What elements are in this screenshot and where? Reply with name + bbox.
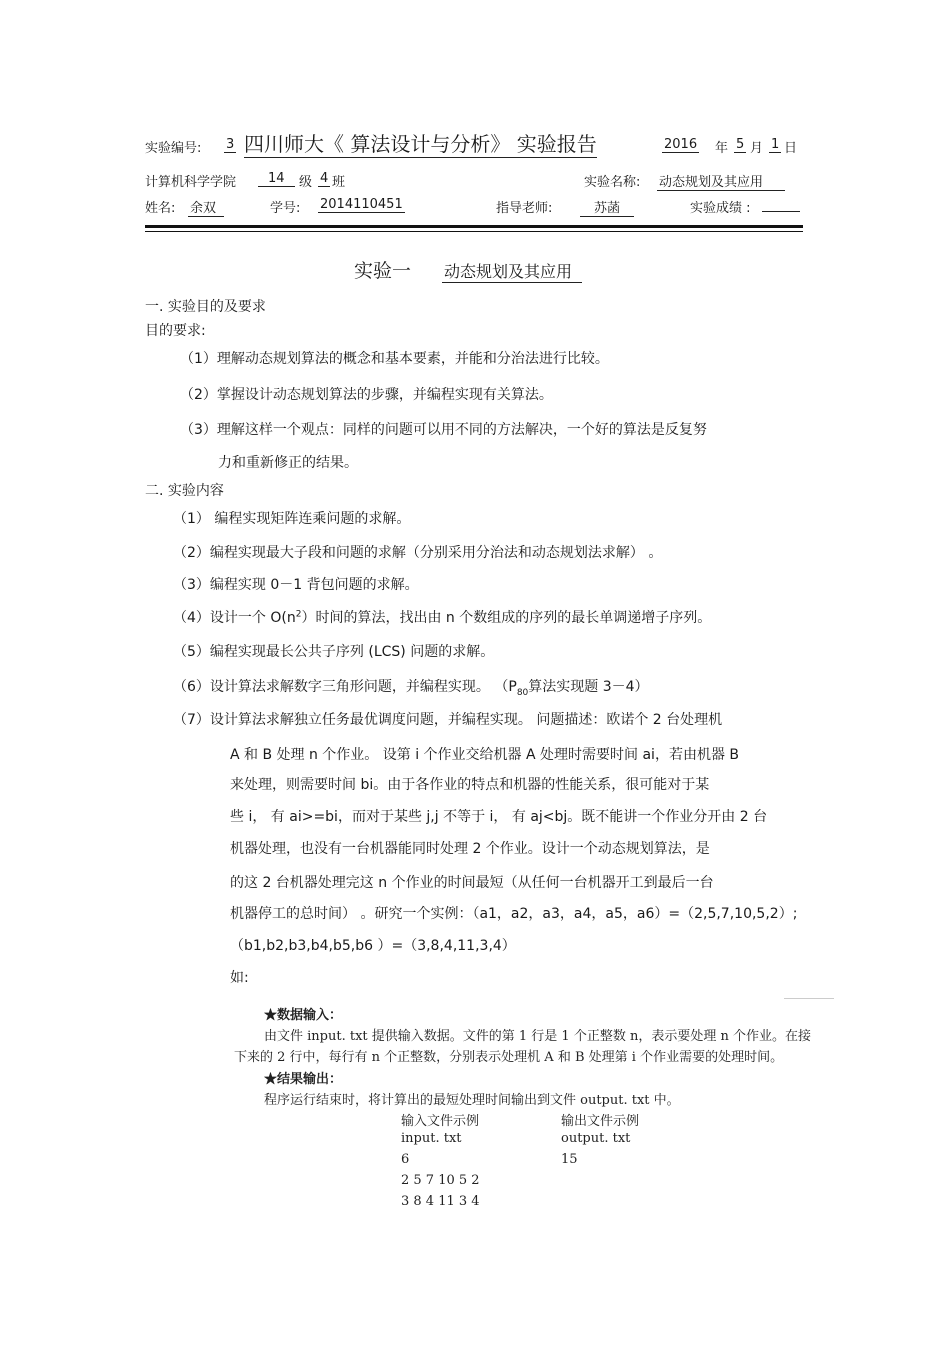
section2-item-1: （1） 编程实现矩阵连乘问题的求解。 bbox=[173, 511, 411, 527]
id-value: 2014110451 bbox=[320, 197, 403, 212]
scan-data-in-line-2: 下来的 2 行中，每行有 n 个正整数，分别表示处理机 A 和 B 处理第 i 个作业需要的处理时间。 bbox=[234, 1050, 784, 1065]
exp-no-label: 实验编号: bbox=[145, 141, 202, 156]
scan-in-line-3: 3 8 4 11 3 4 bbox=[401, 1194, 480, 1209]
scan-data-in-line-1: 由文件 input. txt 提供输入数据。文件的第 1 行是 1 个正整数 n，表示要处理 n 个作业。在接 bbox=[264, 1029, 811, 1044]
superscript-2: 2 bbox=[295, 609, 302, 620]
name-label: 姓名: bbox=[145, 201, 176, 216]
scan-data-in-title: ★数据输入： bbox=[264, 1008, 343, 1023]
report-month-unit: 月 bbox=[750, 141, 764, 156]
main-title-part2: 动态规划及其应用 bbox=[442, 259, 582, 283]
scan-in-example-title: 输入文件示例 bbox=[401, 1114, 480, 1129]
header-rule-thin bbox=[145, 231, 803, 232]
desc-line-6: 机器停工的总时间） 。研究一个实例：（a1，a2，a3，a4，a5，a6）=（2,5,7,10,5,2）; bbox=[230, 906, 798, 922]
section2-item-4-a: （4）设计一个 O(n bbox=[173, 610, 296, 626]
section2-item-2: （2）编程实现最大子段和问题的求解（分别采用分治法和动态规划法求解） 。 bbox=[173, 545, 663, 561]
report-month: 5 bbox=[736, 137, 745, 152]
section2-heading: 二. 实验内容 bbox=[145, 483, 224, 499]
teacher-label: 指导老师: bbox=[496, 201, 553, 216]
section1-item-1: （1）理解动态规划算法的概念和基本要素，并能和分治法进行比较。 bbox=[180, 351, 609, 367]
section1-item-3-cont: 力和重新修正的结果。 bbox=[218, 455, 358, 471]
section2-item-6-a: （6）设计算法求解数字三角形问题，并编程实现。 （P bbox=[173, 679, 517, 695]
section1-heading: 一. 实验目的及要求 bbox=[145, 299, 266, 315]
desc-line-5: 的这 2 台机器处理完这 n 个作业的时间最短（从任何一台机器开工到最后一台 bbox=[230, 875, 714, 891]
exp-name-value: 动态规划及其应用 bbox=[657, 171, 785, 191]
class-unit: 班 bbox=[332, 175, 346, 190]
section2-item-3: （3）编程实现 0－1 背包问题的求解。 bbox=[173, 577, 419, 593]
desc-line-8: 如: bbox=[230, 970, 249, 986]
exp-name-label: 实验名称: bbox=[584, 175, 641, 190]
report-day: 1 bbox=[771, 137, 780, 152]
scan-in-line-1: 6 bbox=[401, 1152, 410, 1167]
grade: 14 bbox=[258, 171, 295, 187]
main-title-part1: 实验一 bbox=[354, 260, 412, 282]
section2-item-4 bbox=[173, 607, 711, 627]
teacher-value: 苏菡 bbox=[580, 197, 634, 217]
section1-sub: 目的要求: bbox=[145, 323, 206, 339]
score-blank bbox=[762, 211, 800, 212]
exp-no-value: 3 bbox=[226, 137, 235, 152]
scan-result-line: 程序运行结束时，将计算出的最短处理时间输出到文件 output. txt 中。 bbox=[264, 1093, 680, 1108]
scan-result-title: ★结果输出： bbox=[264, 1072, 343, 1087]
grade-unit: 级 bbox=[299, 175, 313, 190]
section1-item-3: （3）理解这样一个观点：同样的问题可以用不同的方法解决，一个好的算法是反复努 bbox=[180, 422, 707, 438]
desc-line-2: 来处理，则需要时间 bi。由于各作业的特点和机器的性能关系，很可能对于某 bbox=[230, 777, 710, 793]
section2-item-6-b: 算法实现题 3－4） bbox=[528, 679, 649, 695]
scan-in-filename: input. txt bbox=[401, 1131, 462, 1146]
college: 计算机科学学院 bbox=[145, 175, 237, 190]
desc-line-1: A 和 B 处理 n 个作业。 设第 i 个作业交给机器 A 处理时需要时间 ai，若由机器 B bbox=[230, 747, 739, 763]
scan-edge-mark bbox=[784, 998, 834, 999]
report-year: 2016 bbox=[664, 137, 698, 152]
report-title: 四川师大《 算法设计与分析》 实验报告 bbox=[244, 128, 597, 158]
desc-line-4: 机器处理，也没有一台机器能同时处理 2 个作业。设计一个动态规划算法，是 bbox=[230, 841, 710, 857]
desc-line-3: 些 i， 有 ai>=bi，而对于某些 j,j 不等于 i， 有 aj<bj。既不能讲一个作业分开由 2 台 bbox=[230, 809, 768, 825]
class-no: 4 bbox=[320, 171, 329, 186]
scan-out-filename: output. txt bbox=[561, 1131, 631, 1146]
report-year-unit: 年 bbox=[715, 141, 729, 156]
section2-item-7: （7）设计算法求解独立任务最优调度问题，并编程实现。 问题描述：欧诺个 2 台处理机 bbox=[173, 712, 723, 728]
report-day-unit: 日 bbox=[784, 141, 798, 156]
scan-in-line-2: 2 5 7 10 5 2 bbox=[401, 1173, 480, 1188]
score-label: 实验成绩 : bbox=[690, 201, 751, 216]
subscript-80: 80 bbox=[516, 687, 529, 698]
name-value: 余双 bbox=[188, 197, 224, 217]
scan-out-example-title: 输出文件示例 bbox=[561, 1114, 640, 1129]
section2-item-5: （5）编程实现最长公共子序列 (LCS) 问题的求解。 bbox=[173, 644, 495, 660]
id-label: 学号: bbox=[270, 201, 301, 216]
scan-out-line-1: 15 bbox=[561, 1152, 578, 1167]
section2-item-6 bbox=[173, 676, 649, 698]
section2-item-4-b: ）时间的算法，找出由 n 个数组成的序列的最长单调递增子序列。 bbox=[301, 610, 712, 626]
header-rule-thick bbox=[145, 225, 803, 228]
desc-line-7: （b1,b2,b3,b4,b5,b6 ）=（3,8,4,11,3,4） bbox=[230, 938, 516, 954]
section1-item-2: （2）掌握设计动态规划算法的步骤，并编程实现有关算法。 bbox=[180, 387, 553, 403]
